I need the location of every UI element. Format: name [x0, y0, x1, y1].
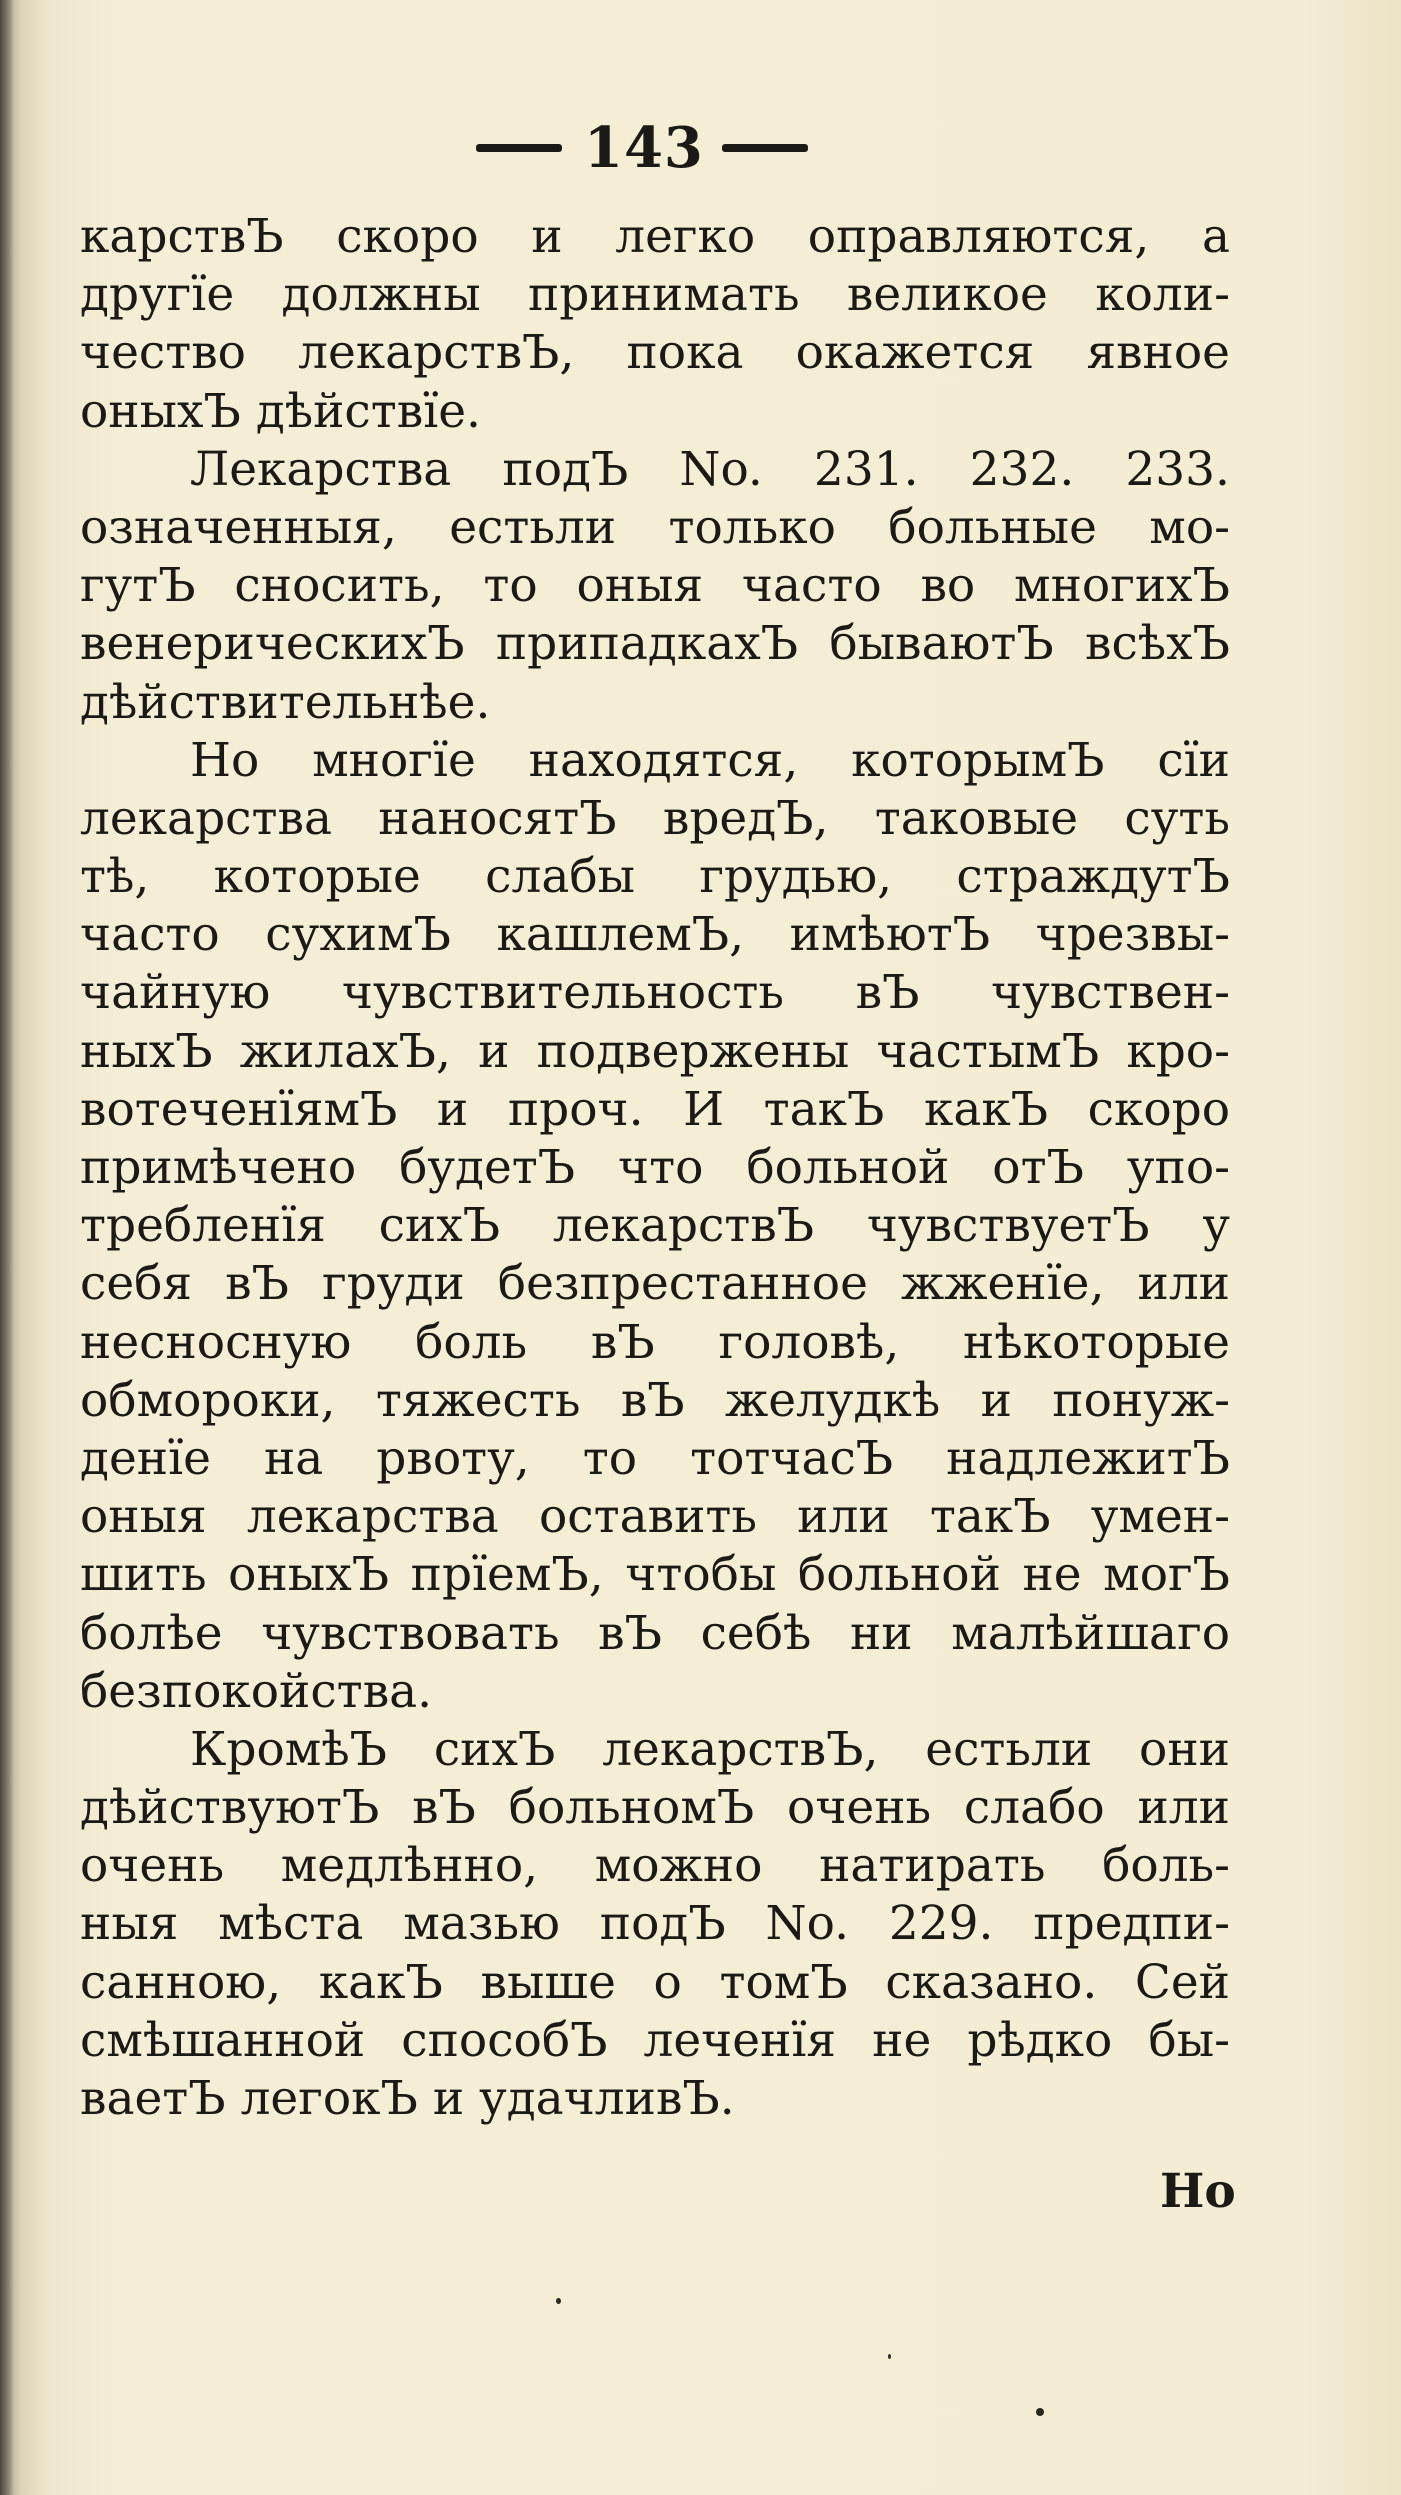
text-line: ныхЪ жилахЪ, и подвержены частымЪ кро-: [80, 1023, 1230, 1079]
text-line: оныя лекарства оставить или такЪ умен-: [80, 1489, 1230, 1545]
text-line: карствЪ скоро и легко оправляются, а: [80, 209, 1230, 264]
text-line: смѣшанной способЪ леченїя не рѣдко бы-: [80, 2012, 1230, 2068]
text-line: дѣйствительнѣе.: [80, 674, 491, 730]
text-line: часто сухимЪ кашлемЪ, имѣютЪ чрезвы-: [80, 907, 1230, 963]
text-line: денїе на рвоту, то тотчасЪ надлежитЪ: [80, 1430, 1230, 1486]
text-line: очень медлѣнно, можно натирать боль-: [80, 1838, 1230, 1894]
header-dash-right: [722, 144, 808, 152]
paragraph-start-line: Но многїе находятся, которымЪ сїи: [190, 732, 1230, 788]
text-line: ныя мѣста мазью подЪ No. 229. предпи-: [80, 1896, 1230, 1952]
ink-speck: [556, 2298, 561, 2304]
text-line: шить оныхЪ прїемЪ, чтобы больной не могЪ: [80, 1547, 1230, 1603]
text-line: себя вЪ груди безпрестанное жженїе, или: [80, 1256, 1230, 1312]
text-line: санною, какЪ выше о томЪ сказано. Сей: [80, 1954, 1230, 2010]
page-header: [0, 115, 1401, 181]
text-line: примѣчено будетЪ что больной отЪ упо-: [80, 1140, 1230, 1195]
page-gutter: [0, 0, 14, 2495]
text-line: обмороки, тяжесть вЪ желудкѣ и понуж-: [80, 1372, 1230, 1428]
text-line: несносную боль вЪ головѣ, нѣкоторые: [80, 1314, 1230, 1370]
text-line: безпокойства.: [80, 1663, 433, 1719]
text-line: другїе должны принимать великое коли-: [80, 267, 1230, 323]
text-line: лекарства наносятЪ вредЪ, таковые суть: [80, 790, 1230, 846]
text-line: чество лекарствЪ, пока окажется явное: [80, 325, 1230, 381]
text-line: означенныя, естьли только больные мо-: [80, 499, 1230, 555]
ink-speck: [1036, 2408, 1044, 2416]
page-number: 143: [584, 115, 704, 181]
text-line: дѣйствуютЪ вЪ больномЪ очень слабо или: [80, 1780, 1230, 1836]
text-line: тѣ, которые слабы грудью, страждутЪ: [80, 849, 1230, 905]
text-line: требленїя сихЪ лекарствЪ чувствуетЪ у: [80, 1198, 1230, 1254]
catchword: Но: [1160, 2164, 1236, 2219]
text-line: болѣе чувствовать вЪ себѣ ни малѣйшаго: [80, 1605, 1230, 1661]
text-line: оныхЪ дѣйствїе.: [80, 383, 481, 439]
text-line: венерическихЪ припадкахЪ бываютЪ всѣхЪ: [80, 616, 1230, 672]
text-line: гутЪ сносить, то оныя часто во многихЪ: [80, 558, 1230, 614]
text-line: вотеченїямЪ и проч. И такЪ какЪ скоро: [80, 1081, 1230, 1137]
text-line: ваетЪ легокЪ и удачливЪ.: [80, 2071, 735, 2126]
header-dash-left: [476, 144, 562, 152]
ink-speck: [888, 2354, 891, 2359]
body-text: [80, 208, 1230, 2128]
paragraph-start-line: КромѣЪ сихЪ лекарствЪ, естьли они: [190, 1721, 1230, 1777]
text-line: чайную чувствительность вЪ чувствен-: [80, 965, 1230, 1021]
paragraph-start-line: Лекарства подЪ No. 231. 232. 233.: [190, 441, 1230, 497]
